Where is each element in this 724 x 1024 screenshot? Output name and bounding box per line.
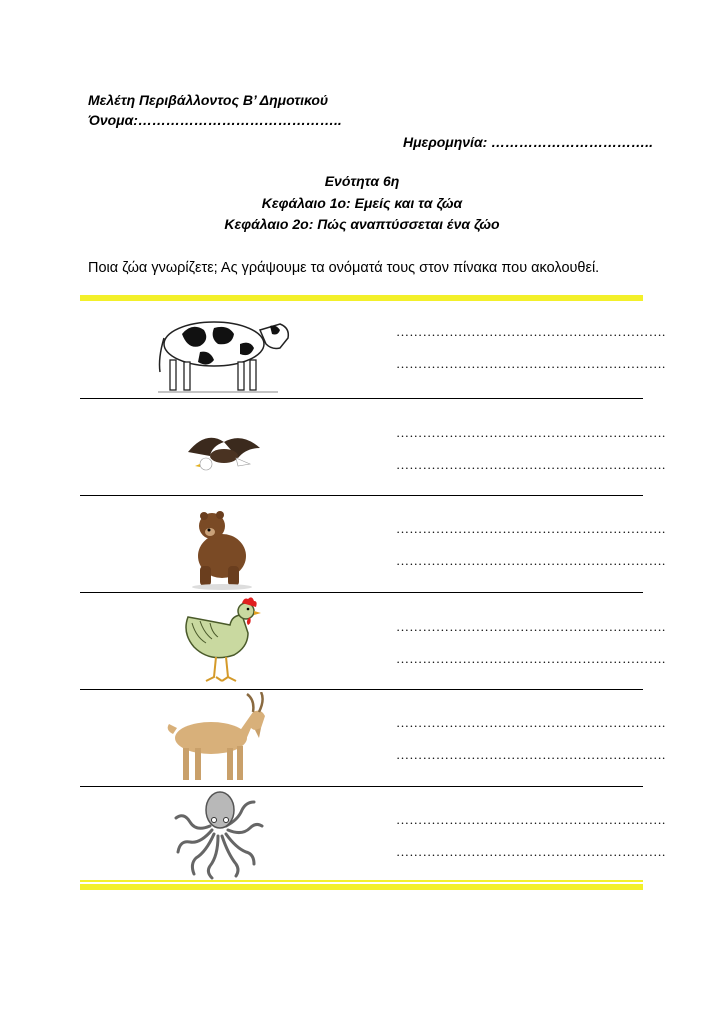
row-divider	[80, 398, 643, 399]
date-field[interactable]: Ημερομηνία: ……………………………..	[403, 134, 653, 150]
bear-icon	[190, 510, 254, 590]
answer-line[interactable]: …………………………………………………….	[396, 457, 666, 472]
unit-title: Ενότητα 6η	[324, 173, 400, 189]
row-divider	[80, 592, 643, 593]
answer-line[interactable]: …………………………………………………….	[396, 521, 666, 536]
answer-line[interactable]: …………………………………………………….	[396, 812, 666, 827]
row-divider	[80, 495, 643, 496]
cow-icon	[152, 304, 292, 396]
answer-line[interactable]: …………………………………………………….	[396, 356, 666, 371]
answer-line[interactable]: …………………………………………………….	[396, 715, 666, 730]
eagle-icon	[184, 430, 264, 475]
answer-line[interactable]: …………………………………………………….	[396, 651, 666, 666]
answer-line[interactable]: …………………………………………………….	[396, 747, 666, 762]
hen-icon	[180, 597, 264, 685]
chapter2-title: Κεφάλαιο 2ο: Πώς αναπτύσσεται ένα ζώο	[224, 216, 500, 232]
subject-title: Μελέτη Περιβάλλοντος Β’ Δημοτικού	[88, 92, 329, 108]
row-divider	[80, 786, 643, 787]
name-field[interactable]: Όνομα:……………………………………..	[88, 112, 342, 128]
answer-line[interactable]: …………………………………………………….	[396, 619, 666, 634]
goat-icon	[165, 692, 277, 784]
answer-line[interactable]: …………………………………………………….	[396, 425, 666, 440]
answer-line[interactable]: …………………………………………………….	[396, 324, 666, 339]
table-bottom-border	[80, 884, 643, 890]
table-top-border	[80, 295, 643, 301]
chapter1-title: Κεφάλαιο 1ο: Εμείς και τα ζώα	[261, 195, 463, 211]
table-bottom-border-thin	[80, 880, 643, 882]
instructions-text: Ποια ζώα γνωρίζετε; Ας γράψουμε τα ονόματά τους στον πίνακα που ακολουθεί.	[88, 260, 600, 276]
answer-line[interactable]: …………………………………………………….	[396, 844, 666, 859]
row-divider	[80, 689, 643, 690]
answer-line[interactable]: …………………………………………………….	[396, 553, 666, 568]
octopus-icon	[170, 790, 264, 882]
